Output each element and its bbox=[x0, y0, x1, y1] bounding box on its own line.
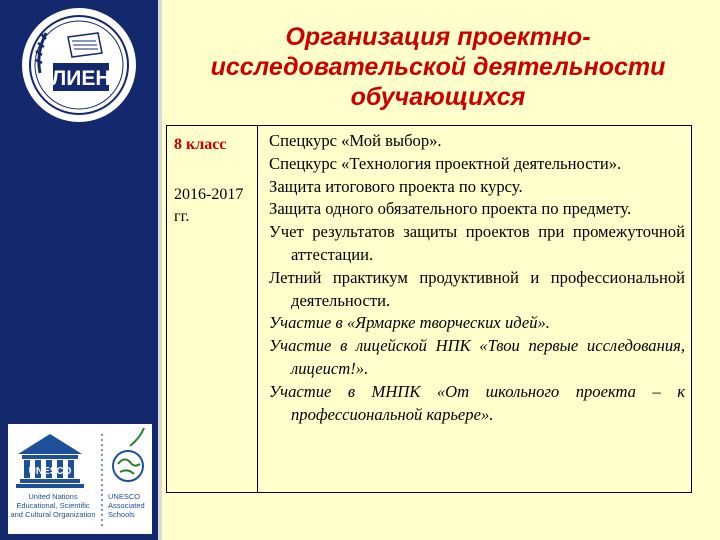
logo-text: ЛИЕН bbox=[51, 67, 111, 90]
list-item: Учет результатов защиты проектов при промежуточной аттестации. bbox=[269, 222, 685, 264]
grade-label: 8 класс bbox=[174, 136, 227, 153]
title-line-1: Организация проектно- bbox=[285, 23, 591, 51]
list-item: Защита итогового проекта по курсу. bbox=[269, 176, 523, 196]
activities-table bbox=[166, 125, 692, 493]
associated-schools-caption: UNESCO Associated Schools bbox=[108, 492, 145, 519]
list-item: Участие в «Ярмарке творческих идей». bbox=[269, 313, 550, 333]
list-item: Спецкурс «Технология проектной деятельности». bbox=[269, 153, 622, 173]
grade-cell bbox=[174, 134, 254, 228]
unesco-logo-icon bbox=[8, 424, 152, 534]
sidebar-divider bbox=[158, 0, 162, 540]
school-logo bbox=[20, 3, 138, 127]
title-line-3: обучающихся bbox=[350, 83, 526, 111]
unesco-wordmark: UNESCO bbox=[28, 466, 72, 477]
column-divider bbox=[257, 126, 258, 492]
list-item: Спецкурс «Мой выбор». bbox=[269, 131, 442, 150]
unesco-caption: United Nations Educational, Scientific and Cultural Organization bbox=[10, 492, 96, 519]
list-item: Защита одного обязательного проекта по предмету. bbox=[269, 199, 632, 219]
list-item: Летний практикум продуктивной и профессиональной деятельности. bbox=[269, 267, 685, 310]
lien-logo-icon bbox=[20, 3, 138, 127]
page-title bbox=[170, 22, 706, 112]
activities-list bbox=[269, 130, 685, 426]
list-item: Участие в МНПК «От школьного проекта – к профессиональной карьере». bbox=[269, 381, 685, 424]
unesco-panel bbox=[8, 424, 152, 534]
list-item: Участие в лицейской НПК «Твои первые исследования, лицеист!». bbox=[269, 336, 685, 378]
years-label: 2016-2017 гг. bbox=[174, 186, 244, 225]
title-line-2: исследовательской деятельности bbox=[210, 53, 666, 81]
